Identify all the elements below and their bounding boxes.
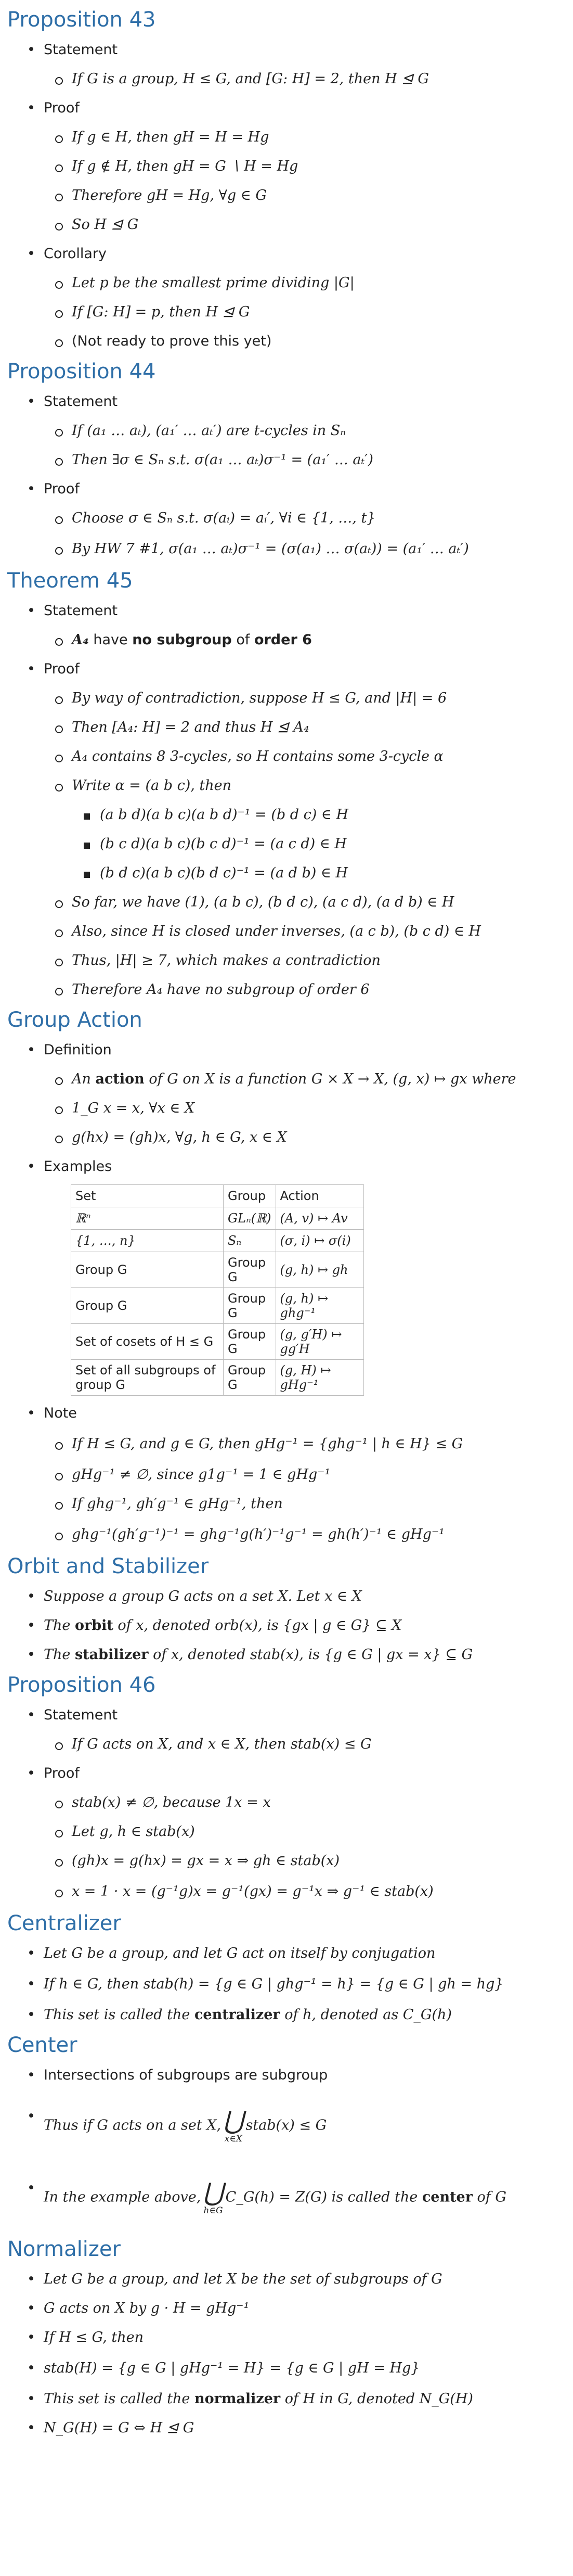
section-proposition-43: [7, 4, 566, 356]
table-cell: (σ, i) ↦ σ(i): [276, 1230, 363, 1252]
bold-term: centralizer: [194, 2007, 280, 2023]
statement-item: [7, 626, 566, 655]
conjugation-step: (a b d)(a b c)(a b d)⁻¹ = (b d c) ∈ H: [7, 800, 566, 830]
text-fragment: stab(x) ≤ G: [245, 2117, 327, 2134]
statement-label: • Statement: [7, 1701, 566, 1730]
table-header-cell: Action: [276, 1185, 363, 1207]
normalizer-item: • stab(H) = {g ∈ G | gHg⁻¹ = H} = {g ∈ G | gH = Hg}: [7, 2352, 566, 2384]
big-union: [203, 2179, 223, 2216]
normalizer-item: • Let G be a group, and let X be the set of subgroups of G: [7, 2265, 566, 2294]
normalizer-item: • If H ≤ G, then: [7, 2323, 566, 2352]
table-cell: (g, h) ↦ ghg⁻¹: [276, 1288, 363, 1324]
actions-table: [71, 1184, 364, 1396]
section-title: Proposition 43: [7, 8, 156, 32]
orbit-item: [7, 1640, 566, 1669]
union-subscript: h∈G: [203, 2205, 223, 2216]
center-item: [7, 2162, 566, 2234]
table-cell: Group G: [71, 1252, 224, 1288]
table-cell: Group G: [224, 1288, 276, 1324]
text-fragment: of h, denoted as C_G(h): [280, 2007, 452, 2023]
section-centralizer: [7, 1908, 566, 2030]
proof-step: (gh)x = g(hx) = gx = x ⇒ gh ∈ stab(x): [7, 1846, 566, 1876]
proof-step: By way of contradiction, suppose H ≤ G, and |H| = 6: [7, 684, 566, 713]
statement-label: • Statement: [7, 35, 566, 65]
section-orbit-stabilizer: [7, 1551, 566, 1669]
proof-label: • Proof: [7, 475, 566, 504]
text-fragment: of x, denoted orb(x), is {gx | g ∈ G} ⊆ X: [113, 1617, 402, 1634]
definition-label: • Definition: [7, 1036, 566, 1065]
table-cell: Set of cosets of H ≤ G: [71, 1324, 224, 1360]
section-title: Theorem 45: [7, 569, 133, 593]
conjugation-step: (b c d)(a b c)(b c d)⁻¹ = (a c d) ∈ H: [7, 830, 566, 859]
table-cell: (g, h) ↦ gh: [276, 1252, 363, 1288]
text-fragment: In the example above,: [44, 2189, 201, 2205]
section-center: [7, 2030, 566, 2234]
centralizer-item: [7, 2000, 566, 2030]
bold-term: order 6: [254, 632, 312, 648]
corollary-item: Let p be the smallest prime dividing |G|: [7, 269, 566, 298]
text-fragment: of: [231, 632, 254, 648]
table-cell: (A, v) ↦ Av: [276, 1207, 363, 1230]
union-symbol: ⋃: [203, 2178, 224, 2207]
statement-item: If G is a group, H ≤ G, and [G: H] = 2, then H ⊴ G: [7, 65, 566, 94]
table-header-row: [71, 1185, 364, 1207]
text-fragment: The: [44, 1647, 75, 1663]
table-cell: Group G: [71, 1288, 224, 1324]
note-item: If ghg⁻¹, gh′g⁻¹ ∈ gHg⁻¹, then: [7, 1489, 566, 1519]
definition-item: [7, 1065, 566, 1094]
proof-step: Then [A₄: H] = 2 and thus H ⊴ A₄: [7, 713, 566, 742]
section-normalizer: [7, 2234, 566, 2443]
table-header-cell: Set: [71, 1185, 224, 1207]
proof-step: Therefore gH = Hg, ∀g ∈ G: [7, 181, 566, 210]
proof-step: A₄ contains 8 3-cycles, so H contains some 3-cycle α: [7, 742, 566, 771]
proof-step: stab(x) ≠ ∅, because 1x = x: [7, 1788, 566, 1817]
section-title: Center: [7, 2033, 77, 2057]
normalizer-item: • N_G(H) = G ⇔ H ⊴ G: [7, 2414, 566, 2443]
table-cell: (g, H) ↦ gHg⁻¹: [276, 1360, 363, 1396]
union-symbol: ⋃: [223, 2106, 244, 2135]
proof-step: Thus, |H| ≥ 7, which makes a contradiction: [7, 946, 566, 975]
corollary-item: (Not ready to prove this yet): [7, 327, 566, 356]
text-fragment: have: [88, 632, 133, 648]
bold-term: stabilizer: [74, 1647, 149, 1663]
statement-item: If (a₁ … aₜ), (a₁′ … aₜ′) are t-cycles in Sₙ: [7, 416, 566, 445]
proof-label: • Proof: [7, 1759, 566, 1788]
note-item: ghg⁻¹(gh′g⁻¹)⁻¹ = ghg⁻¹g(h′)⁻¹g⁻¹ = gh(h′)⁻¹ ∈ gHg⁻¹: [7, 1519, 566, 1551]
table-cell: ℝⁿ: [71, 1207, 224, 1230]
normalizer-item: [7, 2384, 566, 2414]
corollary-item: If [G: H] = p, then H ⊴ G: [7, 298, 566, 327]
bold-term: orbit: [74, 1617, 113, 1634]
text-fragment: This set is called the: [44, 2391, 194, 2407]
text-fragment: An: [72, 1071, 96, 1087]
table-row: [71, 1324, 364, 1360]
normalizer-item: • G acts on X by g · H = gHg⁻¹: [7, 2294, 566, 2323]
text-fragment: of G on X is a function G × X → X, (g, x) ↦ gx where: [144, 1071, 516, 1087]
orbit-item: • Suppose a group G acts on a set X. Let x ∈ X: [7, 1582, 566, 1611]
proof-step: If g ∈ H, then gH = H = Hg: [7, 123, 566, 152]
proof-step: Let g, h ∈ stab(x): [7, 1817, 566, 1846]
section-title: Group Action: [7, 1008, 142, 1032]
section-theorem-45: [7, 565, 566, 1004]
section-title: Proposition 44: [7, 360, 156, 384]
statement-item: If G acts on X, and x ∈ X, then stab(x) ≤ G: [7, 1730, 566, 1759]
bold-term: action: [95, 1071, 145, 1087]
text-fragment: of x, denoted stab(x), is {g ∈ G | gx = x} ⊆ G: [148, 1647, 473, 1663]
union-subscript: x∈X: [224, 2134, 242, 2144]
statement-item: Then ∃σ ∈ Sₙ s.t. σ(a₁ … aₜ)σ⁻¹ = (a₁′ … aₜ′): [7, 445, 566, 475]
table-cell: Group G: [224, 1252, 276, 1288]
text-fragment: The: [44, 1617, 75, 1634]
table-cell: Set of all subgroups of group G: [71, 1360, 224, 1396]
bold-term: center: [422, 2189, 473, 2205]
big-union: [223, 2108, 243, 2144]
text-fragment: of G: [472, 2189, 506, 2205]
centralizer-item: • If h ∈ G, then stab(h) = {g ∈ G | ghg⁻¹ = h} = {g ∈ G | gh = hg}: [7, 1968, 566, 2000]
table-row: [71, 1288, 364, 1324]
text-fragment: Thus if G acts on a set X,: [44, 2117, 222, 2134]
table-cell: GLₙ(ℝ): [224, 1207, 276, 1230]
centralizer-item: • Let G be a group, and let G act on itself by conjugation: [7, 1939, 566, 1968]
section-title: Proposition 46: [7, 1673, 156, 1697]
proof-step: Choose σ ∈ Sₙ s.t. σ(aᵢ) = aᵢ′, ∀i ∈ {1, …, t}: [7, 504, 566, 533]
table-row: [71, 1207, 364, 1230]
text-fragment: C_G(h) = Z(G) is called the: [225, 2189, 422, 2205]
proof-step: By HW 7 #1, σ(a₁ … aₜ)σ⁻¹ = (σ(a₁) … σ(aₜ)) = (a₁′ … aₜ′): [7, 533, 566, 565]
note-item: If H ≤ G, and g ∈ G, then gHg⁻¹ = {ghg⁻¹ | h ∈ H} ≤ G: [7, 1428, 566, 1460]
definition-item: g(hx) = (gh)x, ∀g, h ∈ G, x ∈ X: [7, 1123, 566, 1152]
statement-label: • Statement: [7, 596, 566, 626]
table-row: [71, 1252, 364, 1288]
table-cell: Sₙ: [224, 1230, 276, 1252]
definition-item: 1_G x = x, ∀x ∈ X: [7, 1094, 566, 1123]
proof-step: So H ⊴ G: [7, 210, 566, 239]
table-cell: Group G: [224, 1360, 276, 1396]
statement-label: • Statement: [7, 387, 566, 416]
section-title: Normalizer: [7, 2237, 121, 2261]
section-title: Orbit and Stabilizer: [7, 1554, 209, 1578]
examples-label: • Examples: [7, 1152, 566, 1181]
bold-term: no subgroup: [132, 632, 232, 648]
table-row: [71, 1230, 364, 1252]
section-title: Centralizer: [7, 1911, 121, 1935]
center-item: [7, 2090, 566, 2162]
proof-step: Therefore A₄ have no subgroup of order 6: [7, 975, 566, 1004]
note-item: gHg⁻¹ ≠ ∅, since g1g⁻¹ = 1 ∈ gHg⁻¹: [7, 1460, 566, 1489]
proof-label: • Proof: [7, 655, 566, 684]
note-label: • Note: [7, 1399, 566, 1428]
text-fragment: of H in G, denoted N_G(H): [280, 2391, 473, 2407]
proof-step: Write α = (a b c), then: [7, 771, 566, 800]
orbit-item: [7, 1611, 566, 1640]
table-row: [71, 1360, 364, 1396]
center-item: • Intersections of subgroups are subgroup: [7, 2061, 566, 2090]
proof-step: If g ∉ H, then gH = G ∖ H = Hg: [7, 152, 566, 181]
proof-step: Also, since H is closed under inverses, (a c b), (b c d) ∈ H: [7, 917, 566, 946]
table-cell: Group G: [224, 1324, 276, 1360]
conjugation-step: (b d c)(a b c)(b d c)⁻¹ = (a d b) ∈ H: [7, 859, 566, 888]
section-proposition-44: [7, 356, 566, 565]
proof-label: • Proof: [7, 94, 566, 123]
proof-step: x = 1 · x = (g⁻¹g)x = g⁻¹(gx) = g⁻¹x ⇒ g⁻¹ ∈ stab(x): [7, 1876, 566, 1908]
bold-term: normalizer: [194, 2391, 281, 2407]
section-proposition-46: [7, 1669, 566, 1908]
text-fragment: This set is called the: [44, 2007, 194, 2023]
proof-step: So far, we have (1), (a b c), (b d c), (a c d), (a d b) ∈ H: [7, 888, 566, 917]
corollary-label: • Corollary: [7, 239, 566, 269]
group-a4: A₄: [72, 632, 89, 648]
table-cell: {1, …, n}: [71, 1230, 224, 1252]
table-cell: (g, g′H) ↦ gg′H: [276, 1324, 363, 1360]
section-group-action: [7, 1004, 566, 1551]
table-header-cell: Group: [224, 1185, 276, 1207]
